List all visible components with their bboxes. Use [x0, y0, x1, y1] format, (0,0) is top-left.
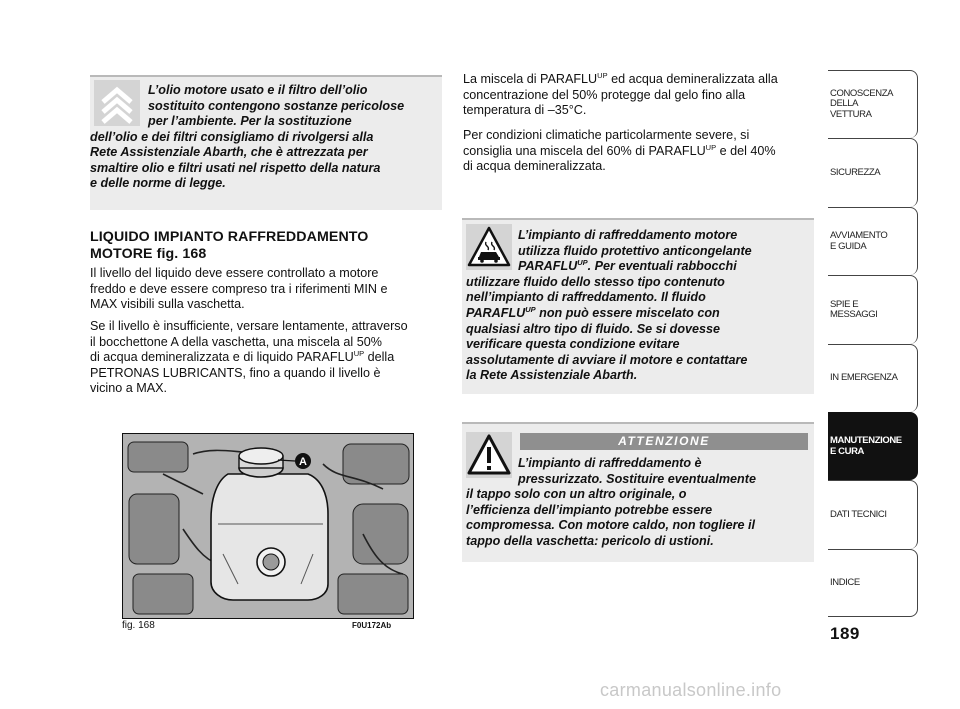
warn-line: L’impianto di raffreddamento motore — [518, 228, 738, 242]
tab-label: SPIE E — [830, 298, 859, 310]
tab-manutenzione-e-cura[interactable] — [828, 412, 918, 480]
warn-line: utilizza fluido protettivo anticongelante — [518, 243, 752, 258]
eco-line: Rete Assistenziale Abarth, che è attrezzata per — [90, 145, 368, 159]
eco-line: e delle norme di legge. — [90, 176, 226, 190]
paragraph-mixture-60 — [463, 128, 813, 175]
warn-line — [466, 259, 811, 275]
para-line: Per condizioni climatiche particolarmente severe, si — [463, 128, 750, 142]
eco-line: per l’ambiente. Per la sostituzione — [148, 114, 352, 128]
watermark: carmanualsonline.info — [600, 680, 782, 700]
warn-line: verificare questa condizione evitare — [466, 337, 680, 352]
tab-label: VETTURA — [830, 108, 872, 120]
tab-label: SICUREZZA — [830, 166, 881, 178]
warn-line: qualsiasi altro tipo di fluido. Se si dovesse — [466, 321, 721, 336]
att-line: L’impianto di raffreddamento è — [518, 456, 702, 470]
superscript: UP — [577, 258, 588, 268]
tab-label: DATI TECNICI — [830, 508, 887, 520]
tab-sicurezza[interactable] — [828, 138, 918, 207]
section-heading — [90, 229, 450, 262]
tab-label: INDICE — [830, 576, 860, 588]
attention-label: ATTENZIONE — [520, 433, 808, 450]
warn-line: la Rete Assistenziale Abarth. — [466, 368, 638, 383]
text-run: . Per eventuali rabbocchi — [587, 259, 737, 274]
text-run: e del 40% — [716, 143, 776, 158]
att-line: pressurizzato. Sostituire eventualmente — [518, 471, 756, 486]
tab-dati-tecnici[interactable] — [828, 480, 918, 549]
text-run: di acqua demineralizzata e di liquido PARAFLU — [90, 350, 354, 365]
text-run: consiglia una miscela del 60% di PARAFLU — [463, 143, 706, 158]
figure-code: F0U172Ab — [352, 621, 392, 630]
warn-line: utilizzare fluido dello stesso tipo contenuto — [466, 274, 725, 289]
paragraph-refill — [90, 319, 460, 397]
para-line: vicino a MAX. — [90, 381, 167, 396]
para-line: Il livello del liquido deve essere controllato a motore — [90, 266, 379, 280]
tab-indice[interactable] — [828, 549, 918, 617]
superscript: UP — [353, 349, 365, 359]
para-line — [463, 144, 813, 160]
att-line: l’efficienza dell’impianto potrebbe essere — [466, 502, 713, 517]
eco-note-text — [90, 83, 440, 192]
att-line: compromessa. Con motore caldo, non togliere il — [466, 518, 756, 533]
text-run: La miscela di PARAFLU — [463, 72, 598, 86]
tab-label: DELLA — [830, 98, 859, 110]
para-line: il bocchettone A della vaschetta, una miscela al 50% — [90, 334, 382, 349]
tab-label: CONOSCENZA — [830, 87, 894, 99]
para-line: MAX visibili sulla vaschetta. — [90, 297, 245, 312]
warn-line: nell’impianto di raffreddamento. Il fluido — [466, 290, 706, 305]
tab-in-emergenza[interactable] — [828, 344, 918, 412]
eco-line: L’olio motore usato e il filtro dell’olio — [148, 83, 368, 97]
para-line — [90, 350, 460, 366]
heading-fig-ref: fig. 168 — [156, 245, 207, 262]
paragraph-level-check — [90, 266, 460, 313]
coolant-reservoir-figure — [122, 433, 414, 619]
para-line: di acqua demineralizzata. — [463, 159, 606, 174]
heading-line-1: LIQUIDO IMPIANTO RAFFREDDAMENTO — [90, 229, 369, 245]
para-line: PETRONAS LUBRICANTS, fino a quando il livello è — [90, 365, 381, 380]
att-line: tappo della vaschetta: pericolo di ustioni. — [466, 533, 714, 548]
tab-conoscenza-della-vettura[interactable] — [828, 70, 918, 138]
figure-marker-a: A — [299, 456, 307, 468]
tab-label: MANUTENZIONE — [830, 435, 902, 446]
eco-line: sostituito contengono sostanze pericolose — [148, 98, 405, 113]
text-run: ed acqua demineralizzata alla — [607, 72, 778, 86]
tab-label: E GUIDA — [830, 240, 867, 252]
warning-note-text — [466, 228, 811, 384]
para-line: Se il livello è insufficiente, versare lentamente, attraverso — [90, 319, 408, 333]
warn-line — [466, 306, 811, 322]
para-line: freddo e deve essere compreso tra i riferimenti MIN e — [90, 281, 388, 296]
text-run: non può essere miscelato con — [535, 305, 720, 320]
tab-spie-e-messaggi[interactable] — [828, 275, 918, 344]
eco-line: dell’olio e dei filtri consigliamo di rivolgersi alla — [90, 129, 374, 144]
para-line: concentrazione del 50% protegge dal gelo fino alla — [463, 87, 746, 102]
para-line — [463, 72, 813, 88]
text-run: della — [364, 350, 395, 365]
tab-label: MESSAGGI — [830, 309, 878, 320]
text-run: PARAFLU — [518, 259, 578, 274]
figure-caption: fig. 168 — [122, 620, 155, 631]
tab-label: E CURA — [830, 445, 865, 457]
heading-line-2: MOTORE — [90, 245, 153, 262]
paragraph-mixture-50 — [463, 72, 813, 119]
tab-label: AVVIAMENTO — [830, 230, 888, 241]
para-line: temperatura di –35°C. — [463, 103, 587, 118]
text-run: PARAFLU — [466, 305, 526, 320]
attention-note-text — [466, 456, 811, 550]
page-number: 189 — [830, 624, 860, 643]
superscript: UP — [597, 71, 608, 80]
warn-line: assolutamente di avviare il motore e contattare — [466, 352, 748, 367]
tab-avviamento-e-guida[interactable] — [828, 207, 918, 275]
att-line: il tappo solo con un altro originale, o — [466, 487, 687, 502]
eco-line: smaltire olio e filtri usati nel rispetto della natura — [90, 160, 381, 175]
superscript: UP — [525, 304, 536, 314]
tab-label: IN EMERGENZA — [830, 372, 898, 384]
superscript: UP — [705, 142, 717, 152]
